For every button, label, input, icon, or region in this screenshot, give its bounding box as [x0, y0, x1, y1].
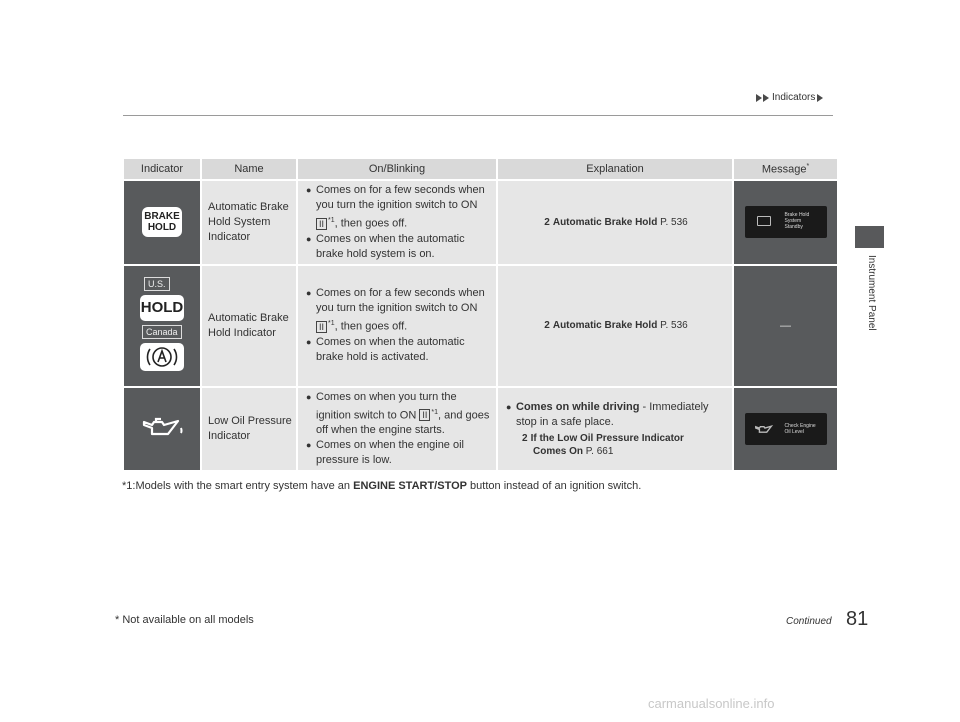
indicator-cell: [124, 266, 200, 386]
message-line: Oil Level: [784, 428, 804, 435]
bullet-item: ● Comes on when the automatic brake hold is activated.: [306, 335, 492, 365]
table-header-row: [124, 159, 837, 179]
bullet-text: Comes on for a few seconds when you turn the ignition switch to ON: [316, 287, 485, 315]
ignition-position-icon: II: [419, 409, 430, 421]
brake-hold-icon-text: HOLD: [147, 222, 177, 234]
triangle-icon: [756, 94, 762, 102]
reference-arrow-icon: 2: [544, 320, 550, 332]
footnote-mark: *1: [431, 408, 438, 416]
col-on-blinking: On/Blinking: [298, 159, 496, 179]
triangle-icon: [817, 94, 823, 102]
section-label: [854, 255, 884, 355]
explanation-bold: Comes on while driving: [516, 400, 640, 413]
region-label-canada: Canada: [142, 325, 182, 339]
bullet-item: [506, 400, 726, 430]
oil-can-icon: [753, 423, 775, 435]
footnote-mark: *1: [328, 320, 335, 328]
page-reference[interactable]: [506, 432, 726, 458]
region-label-us: U.S.: [144, 277, 170, 291]
brake-hold-a-icon: [140, 343, 184, 371]
brake-hold-icon: [757, 216, 771, 226]
reference-arrow-icon: 2: [522, 432, 528, 444]
ignition-position-icon: II: [316, 218, 327, 230]
message-cell: [734, 181, 837, 264]
watermark: carmanualsonline.info: [648, 696, 775, 711]
col-explanation: Explanation: [498, 159, 732, 179]
explanation-cell: [498, 266, 732, 386]
message-line: System: [784, 218, 802, 225]
bullet-item: [306, 286, 492, 335]
on-blinking-cell: [298, 181, 496, 264]
bullet-text: , then goes off.: [334, 217, 408, 230]
section-tab: [855, 226, 884, 248]
brake-hold-icon: [142, 207, 182, 237]
on-blinking-cell: [298, 388, 496, 471]
reference-title: If the Low Oil Pressure Indicator: [530, 432, 684, 444]
header-divider: [123, 115, 833, 116]
message-cell: —: [734, 266, 837, 386]
message-cell: [734, 388, 837, 471]
table-footnote: [122, 480, 641, 492]
explanation-cell: [498, 181, 732, 264]
bullet-item: [306, 183, 492, 232]
message-line: Check Engine: [784, 422, 816, 429]
page-reference[interactable]: [506, 318, 726, 333]
triangle-icon: [763, 94, 769, 102]
bullet-text: Comes on for a few seconds when you turn the ignition switch to ON: [316, 184, 485, 211]
reference-page: P. 536: [660, 216, 688, 228]
oil-can-icon: [138, 414, 186, 440]
footer-note: * Not available on all models: [115, 614, 254, 626]
page-reference[interactable]: [506, 215, 726, 230]
brake-hold-icon-text: BRAKE: [144, 211, 180, 223]
footnote-text: *1:Models with the smart entry system have an: [122, 480, 354, 492]
page-number: 81: [846, 608, 869, 630]
indicator-cell: [124, 388, 200, 471]
name-cell: Automatic Brake Hold System Indicator: [202, 181, 296, 264]
bullet-item: ● Comes on when the engine oil pressure is low.: [306, 438, 492, 468]
table-row: [124, 388, 837, 471]
hold-icon: HOLD: [140, 295, 184, 321]
message-line: Brake Hold: [784, 212, 810, 219]
explanation-text: - Immediately stop in a safe place.: [516, 400, 709, 428]
col-message: [734, 159, 837, 179]
explanation-cell: [498, 388, 732, 471]
name-cell: Automatic Brake Hold Indicator: [202, 266, 296, 386]
not-all-models-mark: *: [806, 162, 810, 170]
reference-title: Comes On: [533, 445, 584, 457]
message-lines: [785, 423, 816, 435]
reference-title: Automatic Brake Hold: [552, 216, 658, 228]
name-cell: Low Oil Pressure Indicator: [202, 388, 296, 471]
on-blinking-cell: [298, 266, 496, 386]
table-row: [124, 181, 837, 264]
message-screen: [745, 413, 827, 445]
reference-page: P. 661: [585, 445, 614, 457]
reference-page: P. 536: [660, 320, 688, 332]
bullet-item: [306, 390, 492, 439]
col-name: Name: [202, 159, 296, 179]
message-lines: [785, 212, 810, 230]
section-label-text: Instrument Panel: [866, 255, 877, 331]
table-row: [124, 266, 837, 386]
col-message-label: Message: [761, 163, 807, 176]
indicator-cell: [124, 181, 200, 264]
footnote-mark: *1: [328, 217, 335, 224]
col-indicator: Indicator: [124, 159, 200, 179]
indicator-table: [122, 157, 839, 472]
message-line: Standby: [784, 224, 803, 231]
breadcrumb: [756, 92, 824, 103]
message-screen: [745, 206, 827, 238]
reference-arrow-icon: 2: [544, 216, 550, 228]
footnote-text: button instead of an ignition switch.: [467, 480, 642, 492]
bullet-text: , and goes off when the engine starts.: [316, 409, 490, 437]
bullet-text: , then goes off.: [334, 320, 408, 333]
reference-title: Automatic Brake Hold: [552, 320, 658, 332]
continued-label: Continued: [786, 616, 832, 627]
bullet-text: Comes on when you turn the ignition switch to ON: [316, 390, 457, 422]
ignition-position-icon: II: [316, 321, 327, 333]
breadcrumb-label: Indicators: [772, 92, 816, 103]
footnote-bold: ENGINE START/STOP: [353, 480, 467, 492]
bullet-item: ● Comes on when the automatic brake hold system is on.: [306, 232, 492, 262]
